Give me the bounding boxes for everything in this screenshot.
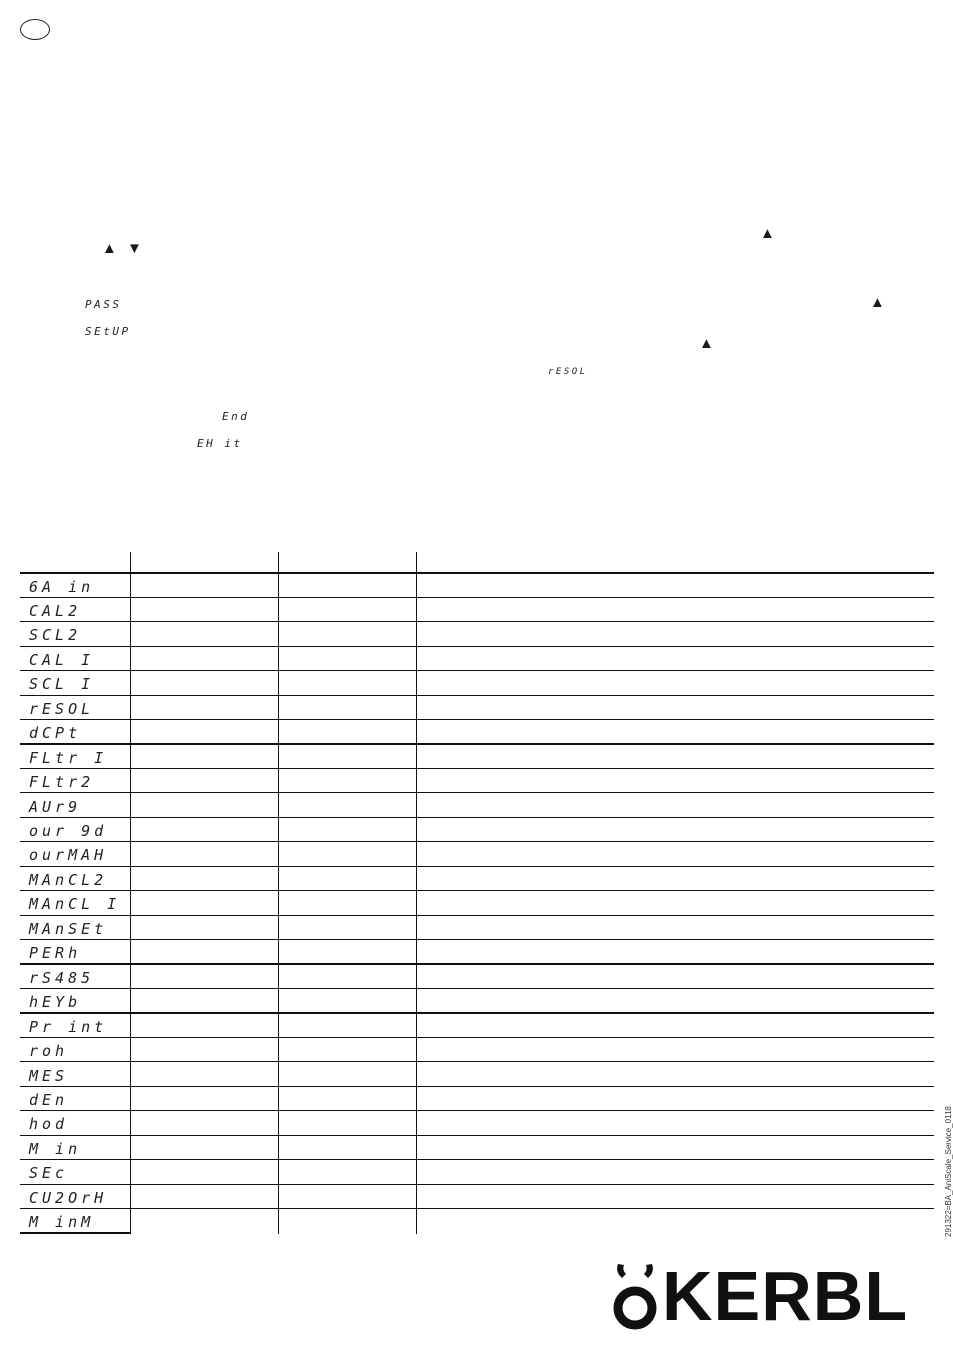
table-row xyxy=(20,940,934,964)
parameter-code: SEc xyxy=(29,1164,69,1183)
table-row xyxy=(20,769,934,793)
parameter-code: roh xyxy=(29,1042,69,1061)
table-row xyxy=(20,989,934,1013)
table-row xyxy=(20,1014,934,1038)
table-row xyxy=(20,891,934,915)
parameter-code: Pr int xyxy=(29,1017,108,1036)
lcd-code-end: End xyxy=(222,410,250,423)
parameter-code: 6A in xyxy=(29,577,95,596)
down-arrow-icon: ▼ xyxy=(127,240,142,257)
parameter-code: our 9d xyxy=(29,822,108,840)
parameter-code: ourMAH xyxy=(29,846,108,865)
up-arrow-icon: ▲ xyxy=(699,335,714,352)
lcd-code-exit: EH it xyxy=(197,437,243,450)
language-badge xyxy=(20,19,50,40)
document-id: 291322=BA_AniScale_Service_0118 xyxy=(944,1106,953,1237)
parameter-code: dCPt xyxy=(29,724,82,743)
kerbl-horns-icon xyxy=(612,1262,662,1334)
parameter-code: CAL I xyxy=(29,650,95,669)
table-row xyxy=(20,622,934,646)
table-row xyxy=(20,696,934,720)
parameter-code: MES xyxy=(29,1066,69,1085)
table-row xyxy=(20,1136,934,1160)
table-row xyxy=(20,1185,934,1209)
parameter-code: CU2OrH xyxy=(29,1188,108,1207)
parameter-code: dEn xyxy=(29,1090,69,1109)
parameter-code: hEYb xyxy=(29,993,82,1012)
table-row xyxy=(20,842,934,866)
parameter-code: SCL I xyxy=(29,675,95,694)
table-row xyxy=(20,1038,934,1062)
table-row xyxy=(20,1209,934,1233)
table-row xyxy=(20,1111,934,1135)
parameter-code: MAnCL2 xyxy=(29,870,108,889)
table-row xyxy=(20,1087,934,1111)
parameter-code: MAnSEt xyxy=(29,919,108,938)
table-row xyxy=(20,598,934,622)
table-row xyxy=(20,1063,934,1087)
parameter-code: rS485 xyxy=(29,968,95,987)
logo-wordmark: KERBL xyxy=(662,1257,909,1335)
kerbl-logo xyxy=(612,1257,934,1335)
table-row xyxy=(20,965,934,989)
lcd-code-setup: SEtUP xyxy=(85,325,131,338)
parameter-code: rESOL xyxy=(29,699,95,718)
table-row xyxy=(20,818,934,842)
parameter-code: FLtr2 xyxy=(29,773,95,792)
table-row xyxy=(20,720,934,744)
table-row xyxy=(20,916,934,940)
parameter-code: PERh xyxy=(29,944,82,963)
lcd-code-resol: rESOL xyxy=(548,367,588,377)
table-row xyxy=(20,671,934,695)
parameter-code: AUr9 xyxy=(29,797,82,816)
table-row xyxy=(20,794,934,818)
table-header-row xyxy=(20,552,934,574)
parameter-code: FLtr I xyxy=(29,748,108,767)
parameter-code: CAL2 xyxy=(29,601,82,620)
table-row xyxy=(20,745,934,769)
up-arrow-icon: ▲ xyxy=(102,240,117,257)
table-row xyxy=(20,1160,934,1184)
parameter-code: MAnCL I xyxy=(29,895,121,914)
up-arrow-icon: ▲ xyxy=(870,294,885,311)
parameter-code: M inM xyxy=(29,1213,95,1232)
parameter-code: SCL2 xyxy=(29,626,82,645)
up-arrow-icon: ▲ xyxy=(760,225,775,242)
lcd-code-pass: PASS xyxy=(85,298,122,311)
table-row xyxy=(20,867,934,891)
table-row xyxy=(20,647,934,671)
table-row xyxy=(20,574,934,598)
parameter-code: M in xyxy=(29,1139,82,1158)
parameter-code: hod xyxy=(29,1115,69,1134)
